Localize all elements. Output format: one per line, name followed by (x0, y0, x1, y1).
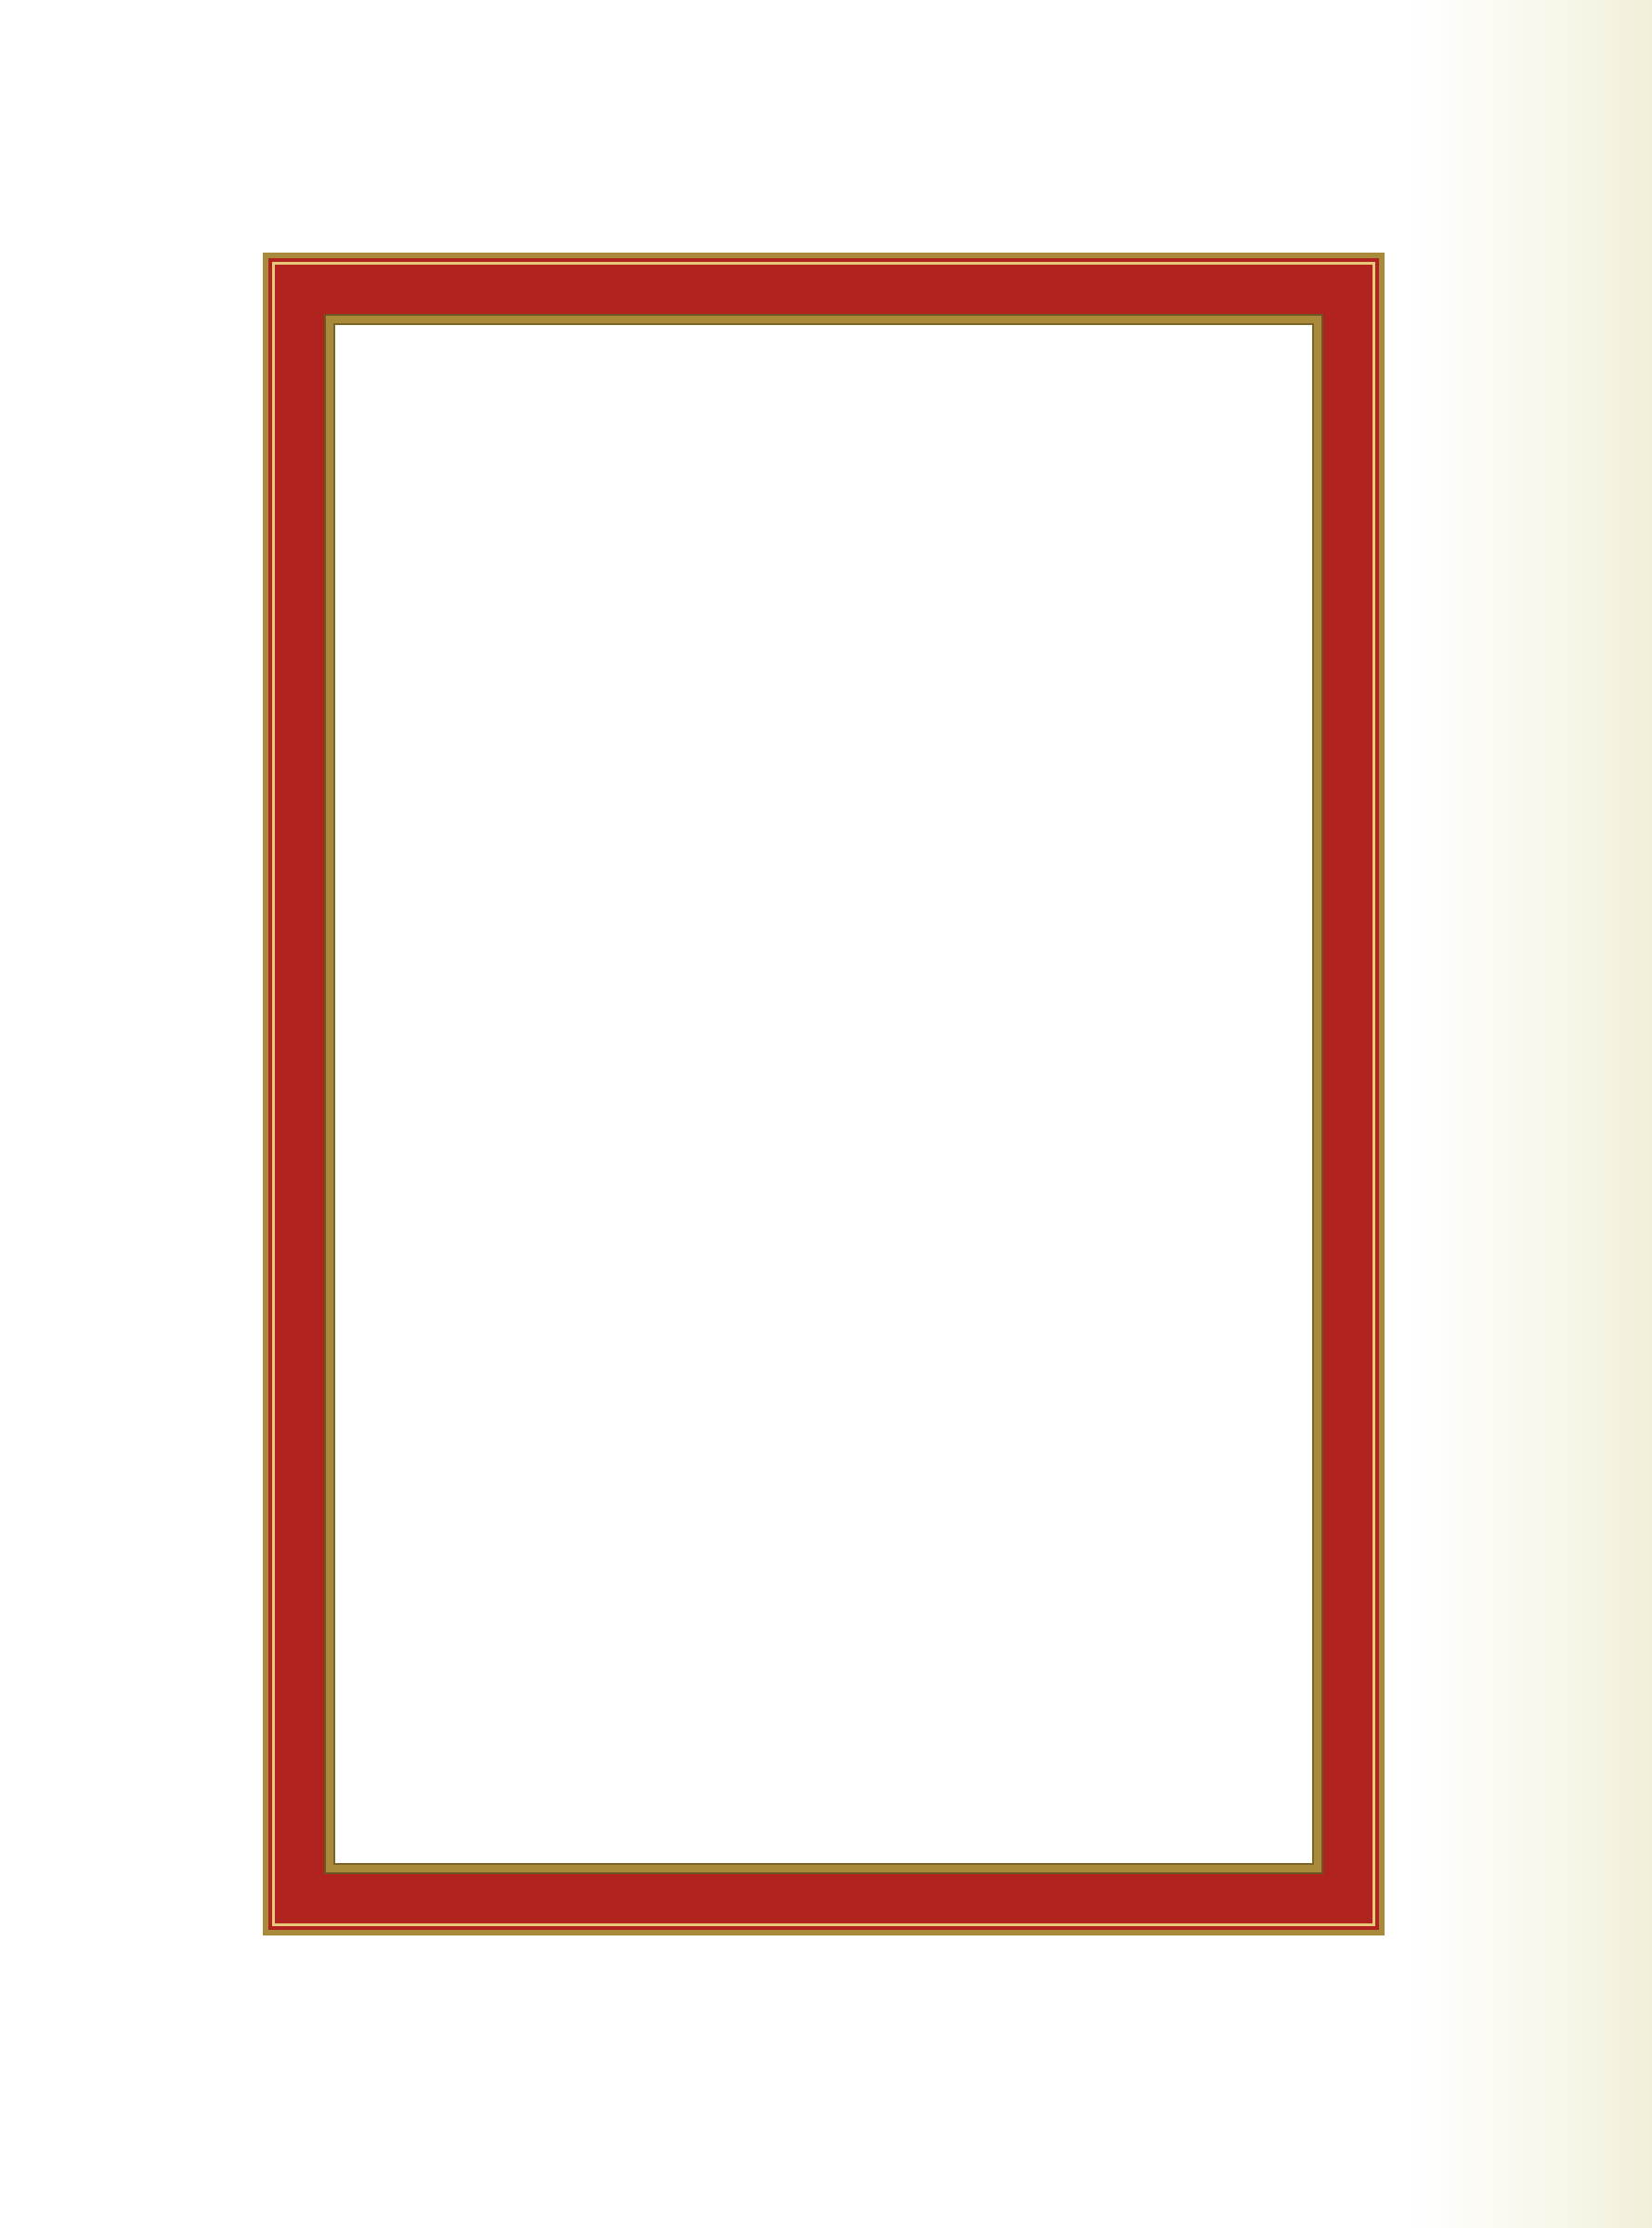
paper-edge-tint (1411, 0, 1652, 2228)
quran-text-area (333, 323, 1314, 1865)
bottom-ornament-row (246, 1941, 1398, 2006)
frame-inner-band (324, 314, 1323, 1874)
decorative-page-frame (263, 253, 1385, 1935)
